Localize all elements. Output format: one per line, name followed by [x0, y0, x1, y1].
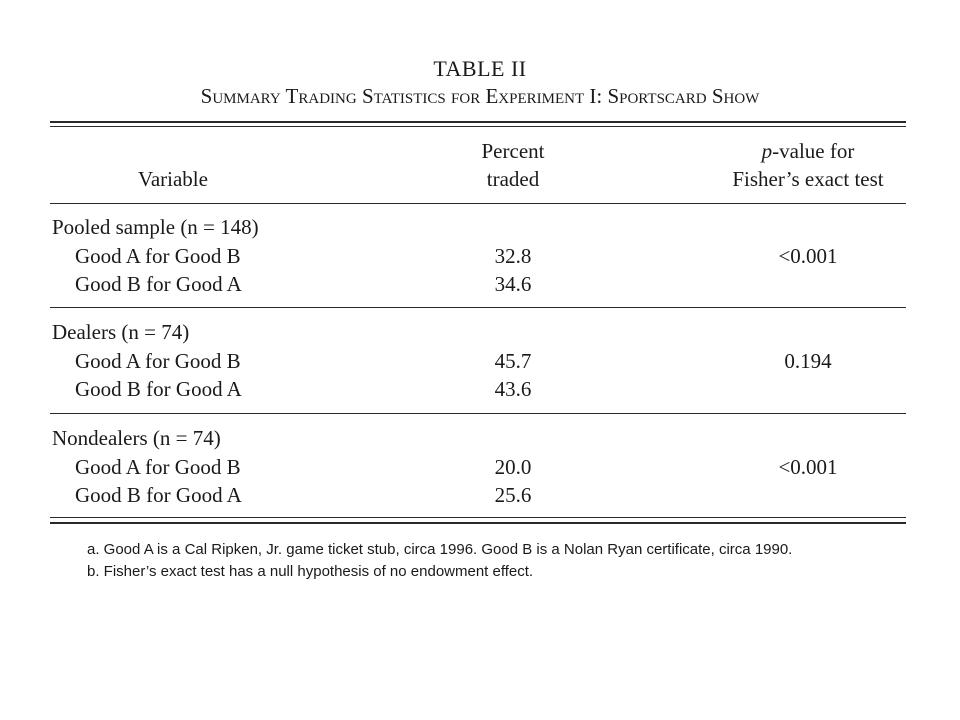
group-divider: [50, 413, 906, 414]
group-pvalue-nondealers: <0.001: [778, 455, 838, 479]
header-pvalue-line2: Fisher’s exact test: [732, 167, 884, 191]
group-pvalue-pooled: <0.001: [778, 244, 838, 268]
row-label: Good A for Good B: [75, 455, 241, 479]
bottom-rule-lower: [50, 522, 906, 524]
row-label: Good A for Good B: [75, 349, 241, 373]
footnote-b: b. Fisher’s exact test has a null hypothesis of no endowment effect.: [87, 563, 534, 580]
bottom-rule-upper: [50, 517, 906, 518]
top-rule-lower: [50, 126, 906, 127]
row-label: Good B for Good A: [75, 483, 242, 507]
header-pvalue: [690, 137, 926, 193]
row-label: Good B for Good A: [75, 377, 242, 401]
header-percent-line1: Percent: [481, 139, 545, 163]
row-label: Good B for Good A: [75, 272, 242, 296]
group-label-nondealers: Nondealers (n = 74): [52, 426, 221, 450]
header-pvalue-rest: -value for: [772, 139, 855, 163]
row-label: Good A for Good B: [75, 244, 241, 268]
header-percent-traded: [450, 137, 576, 193]
group-divider: [50, 307, 906, 308]
header-pvalue-line1: [690, 137, 926, 165]
group-label-pooled: Pooled sample (n = 148): [52, 215, 259, 239]
header-variable: Variable: [138, 167, 208, 191]
row-percent: 45.7: [494, 349, 532, 373]
table-title: TABLE II: [433, 56, 527, 81]
row-percent: 34.6: [494, 272, 532, 296]
table-subtitle: Summary Trading Statistics for Experiment I: Sportscard Show: [200, 84, 760, 108]
row-percent: 43.6: [494, 377, 532, 401]
group-label-dealers: Dealers (n = 74): [52, 320, 190, 344]
footnote-a: a. Good A is a Cal Ripken, Jr. game ticket stub, circa 1996. Good B is a Nolan Ryan certificate, circa 1990.: [87, 541, 793, 558]
row-percent: 20.0: [494, 455, 532, 479]
group-pvalue-dealers: 0.194: [784, 349, 832, 373]
top-rule-upper: [50, 121, 906, 123]
row-percent: 25.6: [494, 483, 532, 507]
row-percent: 32.8: [494, 244, 532, 268]
header-percent-line2: traded: [486, 167, 540, 191]
header-rule: [50, 203, 906, 204]
header-pvalue-p: p: [761, 139, 773, 163]
